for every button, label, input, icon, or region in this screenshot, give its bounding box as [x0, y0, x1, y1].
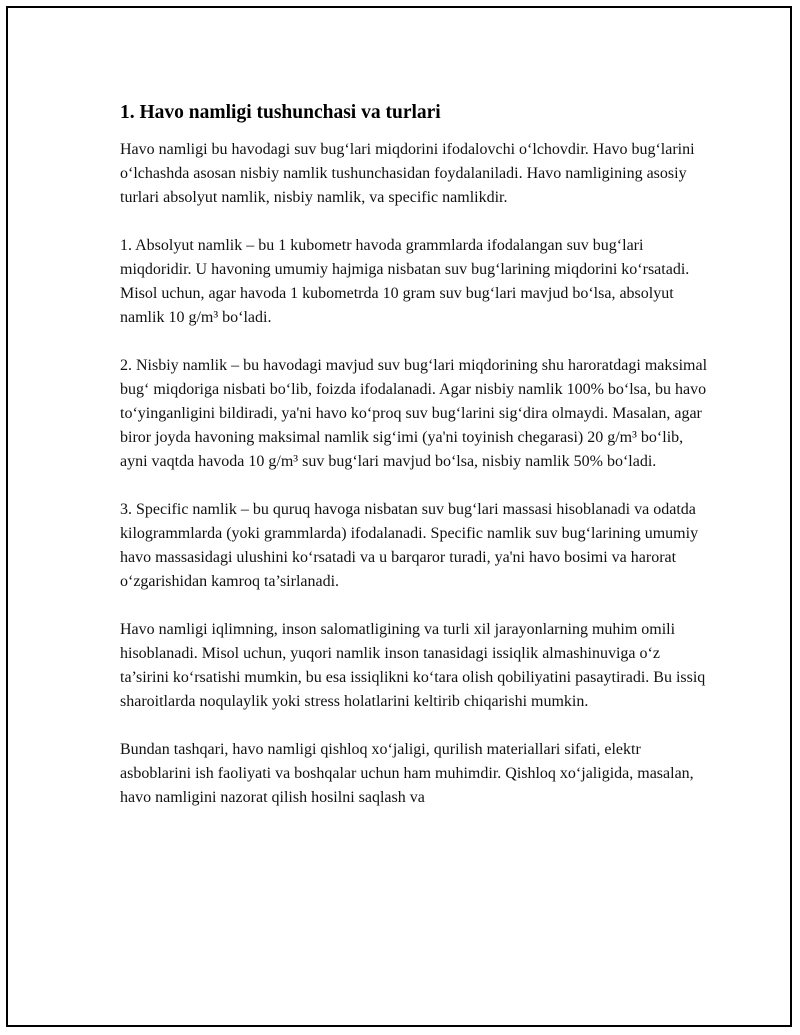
document-page	[6, 6, 792, 1027]
section-heading: 1. Havo namligi tushunchasi va turlari	[120, 102, 441, 123]
paragraph-intro: Havo namligi bu havodagi suv bug‘lari miqdorini ifodalovchi o‘lchovdir. Havo bug‘larini o‘lchashda asosan nisbiy namlik tushunchasidan foydalaniladi. Havo namligining asosiy turlari absolyut namlik, nisbiy namlik, va specific namlikdir.	[120, 141, 695, 206]
document-body	[120, 100, 710, 810]
paragraph-absolute-humidity: 1. Absolyut namlik – bu 1 kubometr havoda grammlarda ifodalangan suv bug‘lari miqdoridir. U havoning umumiy hajmiga nisbatan suv bug‘larining miqdorini ko‘rsatadi. Misol uchun, agar havoda 1 kubometrda 10 gram suv bug‘lari mavjud bo‘lsa, absolyut namlik 10 g/m³ bo‘ladi.	[120, 237, 690, 326]
paragraph-applications: Bundan tashqari, havo namligi qishloq xo‘jaligi, qurilish materiallari sifati, elektr asboblarini ish faoliyati va boshqalar uchun ham muhimdir. Qishloq xo‘jaligida, masalan, havo namligini nazorat qilish hosilni saqlash va	[120, 741, 694, 806]
paragraph-specific-humidity: 3. Specific namlik – bu quruq havoga nisbatan suv bug‘lari massasi hisoblanadi va odatda kilogrammlarda (yoki grammlarda) ifodalanadi. Specific namlik suv bug‘larining umumiy havo massasidagi ulushini ko‘rsatadi va u barqaror turadi, ya'ni havo bosimi va harorat o‘zgarishidan kamroq ta’sirlanadi.	[120, 501, 699, 590]
paragraph-relative-humidity: 2. Nisbiy namlik – bu havodagi mavjud suv bug‘lari miqdorining shu haroratdagi maksimal bug‘ miqdoriga nisbati bo‘lib, foizda ifodalanadi. Agar nisbiy namlik 100% bo‘lsa, bu havo to‘yinganligini bildiradi, ya'ni havo ko‘proq suv bug‘larini sig‘dira olmaydi. Masalan, agar biror joyda havoning maksimal namlik sig‘imi (ya'ni toyinish chegarasi) 20 g/m³ bo‘lib, ayni vaqtda havoda 10 g/m³ suv bug‘lari mavjud bo‘lsa, nisbiy namlik 50% bo‘ladi.	[120, 357, 708, 470]
paragraph-importance: Havo namligi iqlimning, inson salomatligining va turli xil jarayonlarning muhim omili hisoblanadi. Misol uchun, yuqori namlik inson tanasidagi issiqlik almashinuviga o‘z ta’sirini ko‘rsatishi mumkin, bu esa issiqlikni ko‘tara olish qobiliyatini pasaytiradi. Bu issiq sharoitlarda noqulaylik yoki stress holatlarini keltirib chiqarishi mumkin.	[120, 621, 706, 710]
